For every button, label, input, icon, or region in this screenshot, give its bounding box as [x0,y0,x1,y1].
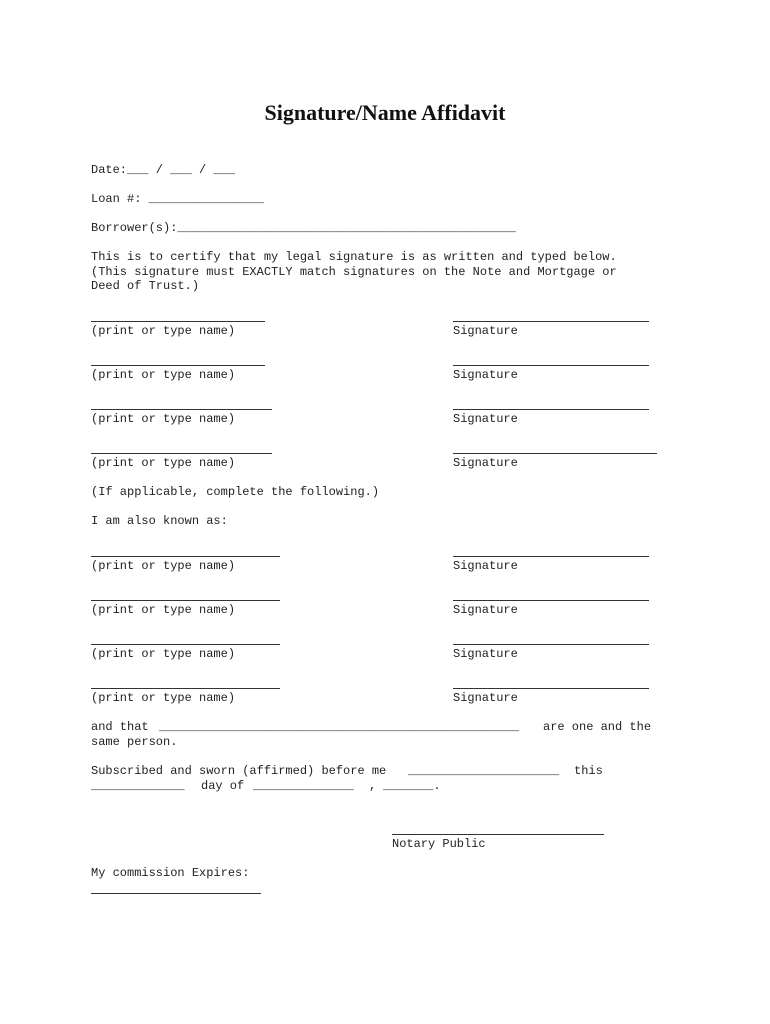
comma-text: , [369,779,377,793]
signature-label: Signature [453,603,518,617]
this-text: this [574,764,603,778]
aka-print-name-line-1[interactable] [91,556,280,557]
aka-print-name-line-3[interactable] [91,644,280,645]
date-field[interactable]: Date:___ / ___ / ___ [91,163,236,177]
print-name-label: (print or type name) [91,412,236,426]
signature-label: Signature [453,368,518,382]
notary-name-field[interactable]: _____________________ [408,764,560,778]
aka-print-name-line-4[interactable] [91,688,280,689]
also-known-as-heading: I am also known as: [91,514,228,528]
print-name-line-4[interactable] [91,453,272,454]
year-field[interactable]: _______. [383,779,441,793]
print-name-label: (print or type name) [91,324,236,338]
signature-line-1[interactable] [453,321,649,322]
signature-line-2[interactable] [453,365,649,366]
notary-public-label: Notary Public [392,837,486,851]
signature-label: Signature [453,324,518,338]
print-name-label: (print or type name) [91,368,236,382]
signature-line-3[interactable] [453,409,649,410]
signature-label: Signature [453,456,518,470]
day-field[interactable]: _____________ [91,779,185,793]
are-one-text: are one and the [543,720,652,734]
aka-print-name-line-2[interactable] [91,600,280,601]
signature-label: Signature [453,647,518,661]
signature-line-4[interactable] [453,453,657,454]
aka-signature-line-2[interactable] [453,600,649,601]
same-person-name-field[interactable]: __________________________________________________ [159,720,520,734]
commission-expires-label: My commission Expires: [91,866,250,880]
print-name-label: (print or type name) [91,559,236,573]
print-name-label: (print or type name) [91,603,236,617]
page-title: Signature/Name Affidavit [264,100,506,125]
print-name-label: (print or type name) [91,456,236,470]
signature-label: Signature [453,559,518,573]
commission-expires-line[interactable] [91,893,261,894]
day-of-text: day of [201,779,245,793]
print-name-line-1[interactable] [91,321,265,322]
signature-label: Signature [453,691,518,705]
signature-label: Signature [453,412,518,426]
print-name-line-2[interactable] [91,365,265,366]
loan-number-field[interactable]: Loan #: ________________ [91,192,264,206]
print-name-label: (print or type name) [91,647,236,661]
same-person-text: same person. [91,735,178,749]
month-field[interactable]: ______________ [253,779,354,793]
aka-signature-line-4[interactable] [453,688,649,689]
aka-signature-line-1[interactable] [453,556,649,557]
notary-signature-line[interactable] [392,834,604,835]
borrowers-field[interactable]: Borrower(s):_______________________________________________ [91,221,516,235]
print-name-label: (print or type name) [91,691,236,705]
and-that-text: and that [91,720,149,734]
subscribed-text: Subscribed and sworn (affirmed) before me [91,764,387,778]
print-name-line-3[interactable] [91,409,272,410]
certify-paragraph: This is to certify that my legal signature is as written and typed below. (This signature must EXACTLY match signatures on the Note and Mortgage or Deed of Trust.) [91,250,617,293]
if-applicable-note: (If applicable, complete the following.) [91,485,380,499]
aka-signature-line-3[interactable] [453,644,649,645]
